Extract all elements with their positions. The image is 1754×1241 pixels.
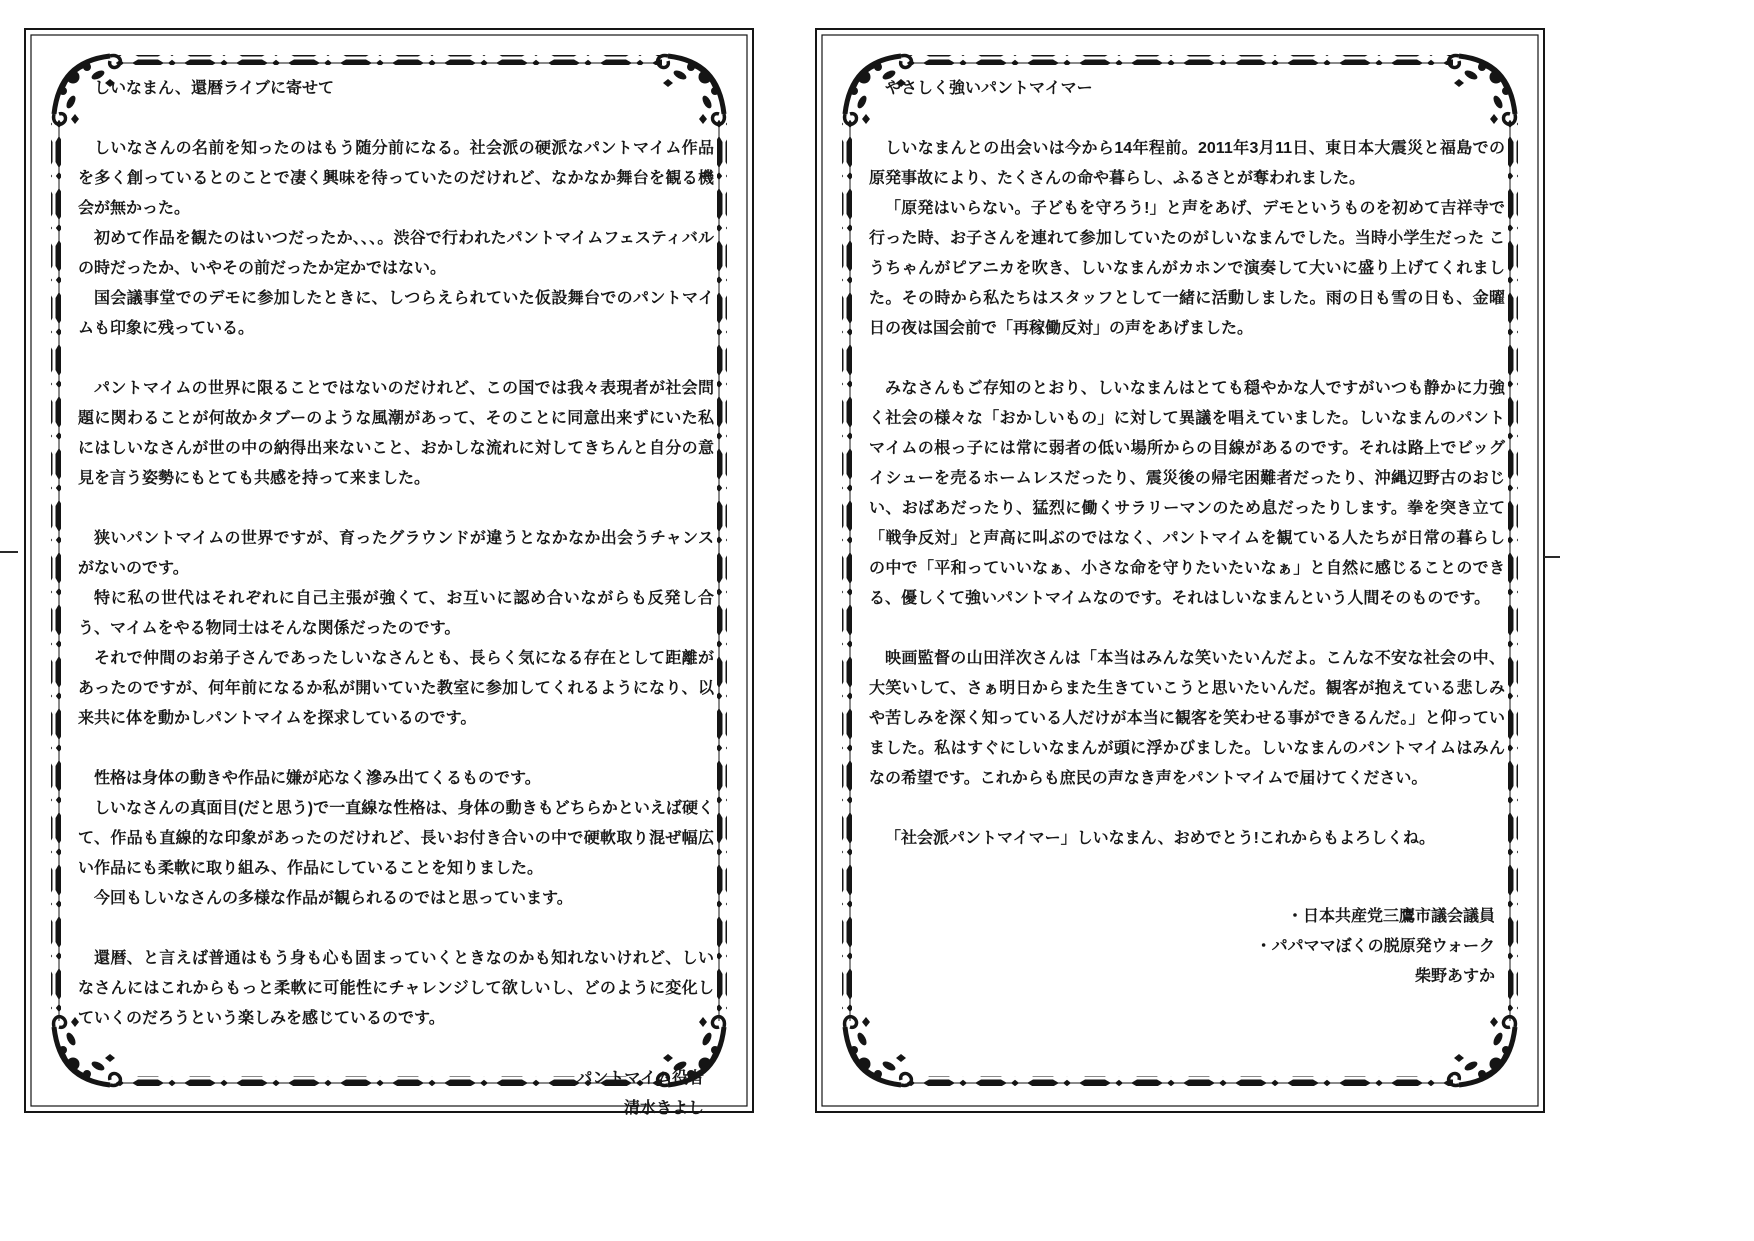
paragraph: しいなまんとの出会いは今から14年程前。2011年3月11日、東日本大震災と福島での原発事故により、たくさんの命や暮らし、ふるさとが奪われました。 (869, 140, 1505, 187)
signature-block (78, 1064, 714, 1124)
paragraph: 特に私の世代はそれぞれに自己主張が強くて、お互いに認め合いながらも反発し合う、マイムをやる物同士はそんな関係だったのです。 (78, 590, 714, 637)
left-page (24, 28, 754, 1117)
paragraph: 映画監督の山田洋次さんは「本当はみんな笑いたいんだよ。こんな不安な社会の中、大笑いして、さぁ明日からまた生きていこうと思いたいんだ。観客が抱えている悲しみや苦しみを深く知っている人だけが本当に観客を笑わせる事ができるんだ。」と仰っていました。私はすぐにしいなまんが頭に浮かびました。しいなまんのパントマイムはみんなの希望です。これからも庶民の声なき声をパントマイムで届けてください。 (869, 650, 1505, 787)
paragraph: 「社会派パントマイマー」しいなまん、おめでとう!これからもよろしくね。 (885, 830, 1435, 847)
registration-mark (1544, 556, 1560, 558)
letter-title: やさしく強いパントマイマー (885, 80, 1093, 97)
paragraph: それで仲間のお弟子さんであったしいなさんとも、長らく気になる存在として距離があったのですが、何年前になるか私が開いていた教室に参加してくれるようになり、以来共に体を動かしパントマイムを探求しているのです。 (78, 650, 714, 727)
right-page-content (869, 74, 1505, 1079)
paragraph: 「原発はいらない。子どもを守ろう!」と声をあげ、デモというものを初めて吉祥寺で行った時、お子さんを連れて参加していたのがしいなまんでした。当時小学生だった こうちゃんがピアニカを吹き、しいなまんがカホンで演奏して大いに盛り上げてくれました。その時から私たちはスタッフとして一緒に活動しました。雨の日も雪の日も、金曜日の夜は国会前で「再稼働反対」の声をあげました。 (869, 200, 1505, 337)
paragraph: パントマイムの世界に限ることではないのだけれど、この国では我々表現者が社会問題に関わることが何故かタブーのような風潮があって、そのことに同意出来ずにいた私にはしいなさんが世の中の納得出来ないこと、おかしな流れに対してきちんと自分の意見を言う姿勢にもとても共感を持って来ました。 (78, 380, 714, 487)
paragraph: 国会議事堂でのデモに参加したときに、しつらえられていた仮設舞台でのパントマイムも印象に残っている。 (78, 290, 714, 337)
right-page (815, 28, 1545, 1113)
paragraph: 今回もしいなさんの多様な作品が観られるのではと思っています。 (94, 890, 573, 907)
paragraph: みなさんもご存知のとおり、しいなまんはとても穏やかな人ですがいつも静かに力強く社会の様々な「おかしいもの」に対して異議を唱えていました。しいなまんのパントマイムの根っ子には常に弱者の低い場所からの目線があるのです。それは路上でビッグイシューを売るホームレスだったり、震災後の帰宅困難者だったり、沖縄辺野古のおじい、おばあだったり、猛烈に働くサラリーマンのため息だったりします。拳を突き立て「戦争反対」と声高に叫ぶのではなく、パントマイムを観ている人たちが日常の暮らしの中で「平和っていいなぁ、小さな命を守りたいたいなぁ」と自然に感じることのできる、優しくて強いパントマイムなのです。それはしいなまんという人間そのものです。 (869, 380, 1505, 607)
signature-name: 柴野あすか (1414, 968, 1495, 985)
paragraph: 性格は身体の動きや作品に嫌が応なく滲み出てくるものです。 (94, 770, 541, 787)
signature-role: パントマイム役者 (576, 1070, 704, 1087)
signature-name: 清水きよし (623, 1100, 704, 1117)
paragraph: 還暦、と言えば普通はもう身も心も固まっていくときなのかも知れないけれど、しいなさんにはこれからもっと柔軟に可能性にチャレンジして欲しいし、どのように変化していくのだろうという楽しみを感じているのです。 (78, 950, 714, 1027)
paragraph: しいなさんの名前を知ったのはもう随分前になる。社会派の硬派なパントマイム作品を多く創っているとのことで凄く興味を待っていたのだけれど、なかなか舞台を観る機会が無かった。 (78, 140, 714, 217)
signature-affiliation: ・パパママぼくの脱原発ウォーク (1255, 938, 1495, 955)
paragraph: 初めて作品を観たのはいつだったか、、、。渋谷で行われたパントマイムフェスティバルの時だったか、いやその前だったか定かではない。 (78, 230, 714, 277)
paragraph: しいなさんの真面目(だと思う)で一直線な性格は、身体の動きもどちらかといえば硬くて、作品も直線的な印象があったのだけれど、長いお付き合いの中で硬軟取り混ぜ幅広い作品にも柔軟に取り組み、作品にしていることを知りました。 (78, 800, 714, 877)
signature-block (869, 902, 1505, 992)
paragraph: 狭いパントマイムの世界ですが、育ったグラウンドが違うとなかなか出会うチャンスがないのです。 (78, 530, 714, 577)
left-page-content (78, 74, 714, 1117)
letter-title: しいなまん、還暦ライブに寄せて (94, 80, 335, 97)
signature-affiliation: ・日本共産党三鷹市議会議員 (1286, 908, 1495, 925)
registration-mark (0, 551, 18, 553)
